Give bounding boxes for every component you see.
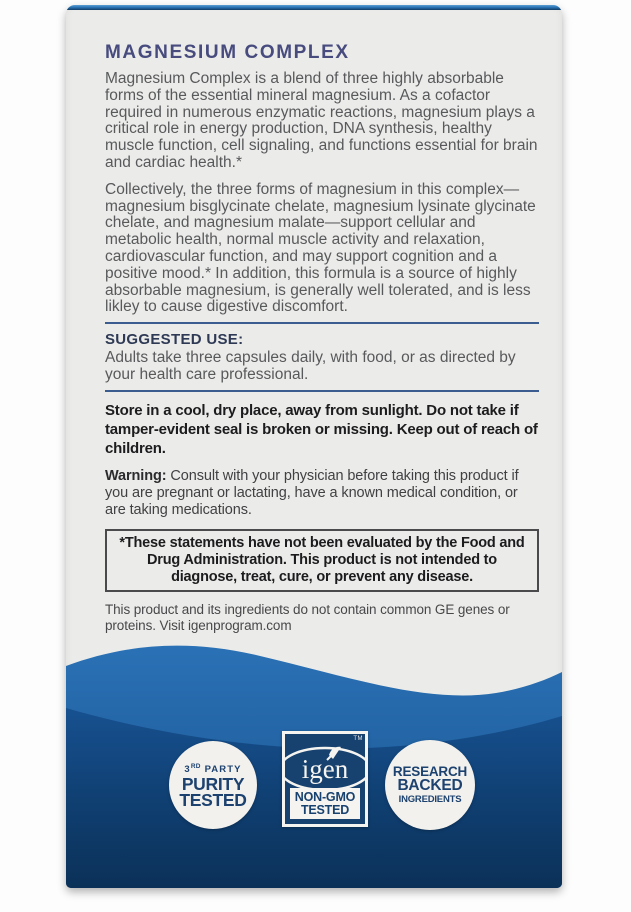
certification-badges — [66, 731, 562, 841]
non-gmo-line1: NON-GMO — [294, 790, 356, 804]
storage-instructions: Store in a cool, dry place, away from sunlight. Do not take if tamper-evident seal is broken or missing. Keep out of reach of children. — [105, 401, 538, 457]
purity-tested-badge — [169, 741, 257, 829]
warning-label: Warning: — [105, 467, 167, 484]
fda-disclaimer-text: *These statements have not been evaluated by the Food and Drug Administration. This product is not intended to diagnose, treat, cure, or prevent any disease. — [119, 534, 525, 585]
research-backed-badge — [385, 740, 475, 830]
product-title: MAGNESIUM COMPLEX — [105, 42, 350, 63]
purity-badge-line3: TESTED — [179, 790, 247, 811]
description-paragraph-1: Magnesium Complex is a blend of three highly absorbable forms of the essential mineral magnesium. As a cofactor required in numerous enzymatic reactions, magnesium plays a critical role in energy production, DNA synthesis, healthy muscle function, cell signaling, and functions essential for brain and cardiac health.* — [105, 70, 538, 171]
igen-non-gmo-badge — [282, 731, 368, 827]
suggested-use-heading: SUGGESTED USE: — [105, 331, 244, 349]
suggested-use-text: Adults take three capsules daily, with food, or as directed by your health care professional. — [105, 349, 516, 383]
research-badge-line1: RESEARCH — [392, 763, 468, 779]
ge-statement: This product and its ingredients do not contain common GE genes or proteins. Visit igenprogram.com — [105, 601, 510, 633]
box-top-edge — [66, 5, 562, 10]
igen-logo — [285, 742, 365, 794]
trademark-symbol: TM — [353, 736, 363, 742]
research-badge-line3: INGREDIENTS — [398, 793, 462, 805]
non-gmo-tested-label — [290, 788, 360, 819]
divider-rule-top — [105, 322, 539, 324]
igen-logo-text: igen — [301, 754, 349, 784]
warning-paragraph — [105, 468, 539, 519]
purity-badge-line2: PURITY — [181, 773, 245, 794]
warning-text: Consult with your physician before taking this product if you are pregnant or lactating, have a known medical condition, or are taking medications. — [105, 467, 519, 518]
divider-rule-bottom — [105, 390, 539, 392]
label-text-content — [105, 5, 539, 634]
purity-badge-top-line: 3RD PARTY — [184, 763, 242, 776]
non-gmo-line2: TESTED — [300, 803, 350, 817]
research-badge-line2: BACKED — [397, 777, 463, 794]
description-paragraph-2: Collectively, the three forms of magnesium in this complex—magnesium bisglycinate chelate, magnesium lysinate glycinate chelate, and magnesium malate—support cellular and metabolic health, normal muscle activity and relaxation, cardiovascular function, and may support cognition and a positive mood.* In addition, this formula is a source of highly absorbable magnesium, is generally well tolerated, and is less likley to cause digestive discomfort. — [105, 180, 536, 316]
label-box — [66, 5, 562, 888]
fda-disclaimer-box — [105, 529, 539, 592]
